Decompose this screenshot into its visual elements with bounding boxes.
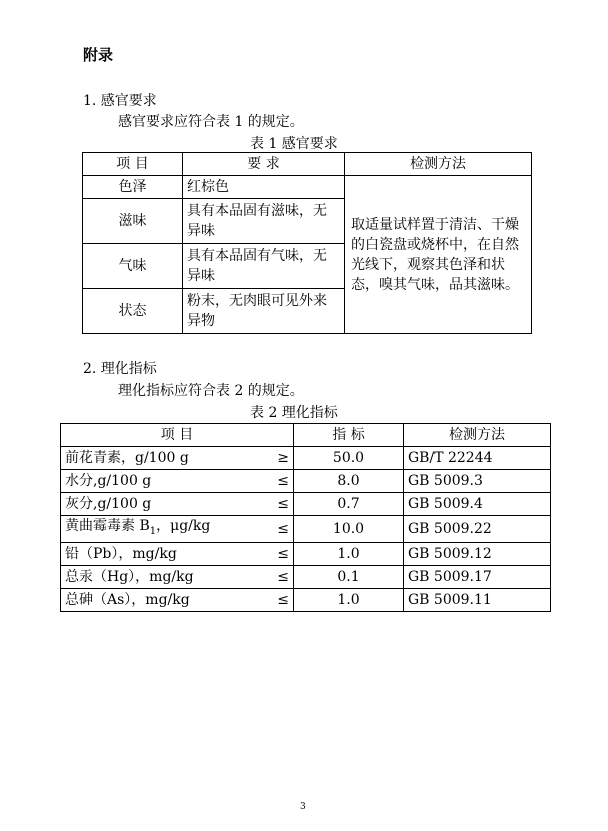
- table-header-row: [61, 424, 551, 447]
- item-cell: 滋味: [83, 199, 183, 244]
- table1-caption: 表 1 感官要求: [250, 136, 338, 152]
- table-row: [61, 516, 551, 543]
- table-row: [61, 447, 551, 470]
- section1-intro: 感官要求应符合表 1 的规定。: [118, 114, 304, 130]
- table-row: [83, 176, 532, 199]
- operator: ≤: [277, 568, 289, 585]
- table-row: [61, 493, 551, 516]
- item-cell: 色泽: [83, 176, 183, 199]
- requirement-cell: 粉末，无肉眼可见外来异物: [183, 289, 345, 334]
- method-cell: 取适量试样置于清洁、干燥的白瓷盘或烧杯中，在自然光线下，观察其色泽和状态，嗅其气味，品其滋味。: [345, 176, 532, 334]
- item-cell: 黄曲霉毒素 $B_1$，μg/kg: [65, 518, 211, 537]
- sensory-requirements-table: [82, 152, 532, 334]
- value-cell: 0.1: [294, 565, 404, 588]
- method-cell: GB 5009.4: [404, 493, 551, 516]
- item-cell: 铅（Pb），mg/kg: [65, 545, 177, 562]
- requirement-cell: 具有本品固有气味，无异味: [183, 244, 345, 289]
- value-cell: 1.0: [294, 542, 404, 565]
- value-cell: 8.0: [294, 470, 404, 493]
- table-row: [61, 470, 551, 493]
- header-method: 检测方法: [345, 153, 532, 176]
- item-cell: 状态: [83, 289, 183, 334]
- method-cell: GB 5009.3: [404, 470, 551, 493]
- value-cell: 1.0: [294, 588, 404, 611]
- operator: ≥: [277, 450, 289, 466]
- page-number: 3: [300, 802, 306, 812]
- item-cell: 水分,g/100 g: [65, 473, 152, 489]
- table2-caption: 表 2 理化指标: [250, 405, 338, 421]
- header-indicator: 指 标: [294, 424, 404, 447]
- item-cell: 前花青素，g/100 g: [65, 450, 189, 466]
- table-row: [61, 588, 551, 611]
- operator: ≤: [277, 545, 289, 562]
- table-row: [61, 565, 551, 588]
- item-cell: 总汞（Hg），mg/kg: [65, 568, 194, 585]
- operator: ≤: [277, 496, 289, 512]
- item-cell: 总砷（As），mg/kg: [65, 591, 190, 608]
- operator: ≤: [277, 591, 289, 608]
- header-item: 项 目: [61, 424, 294, 447]
- table-row: [61, 542, 551, 565]
- requirement-cell: 具有本品固有滋味，无异味: [183, 199, 345, 244]
- item-cell: 气味: [83, 244, 183, 289]
- physicochemical-indicators-table: [60, 423, 551, 612]
- item-cell: 灰分,g/100 g: [65, 496, 152, 512]
- section2-intro: 理化指标应符合表 2 的规定。: [118, 383, 304, 399]
- requirement-cell: 红棕色: [183, 176, 345, 199]
- header-requirement: 要 求: [183, 153, 345, 176]
- method-cell: GB 5009.12: [404, 542, 551, 565]
- operator: ≤: [277, 473, 289, 489]
- value-cell: 50.0: [294, 447, 404, 470]
- header-method: 检测方法: [404, 424, 551, 447]
- method-cell: GB/T 22244: [404, 447, 551, 470]
- section1-heading: 1. 感官要求: [83, 93, 157, 109]
- method-cell: GB 5009.22: [404, 516, 551, 543]
- header-item: 项 目: [83, 153, 183, 176]
- method-cell: GB 5009.11: [404, 588, 551, 611]
- method-cell: GB 5009.17: [404, 565, 551, 588]
- section2-heading: 2. 理化指标: [83, 361, 157, 377]
- appendix-title: 附录: [83, 46, 114, 64]
- operator: ≤: [277, 520, 289, 537]
- value-cell: 0.7: [294, 493, 404, 516]
- table-header-row: [83, 153, 532, 176]
- value-cell: 10.0: [294, 516, 404, 543]
